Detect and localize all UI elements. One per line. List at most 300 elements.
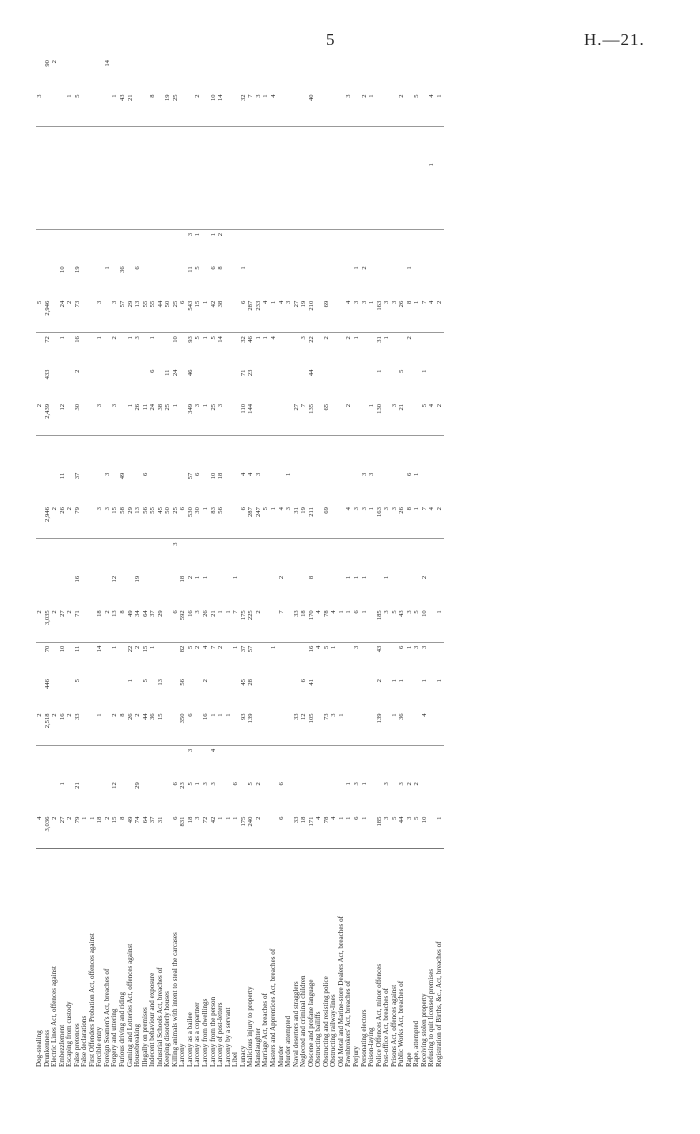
table-cell bbox=[89, 745, 97, 779]
offence-name: Housebreaking bbox=[133, 1023, 142, 1067]
table-cell bbox=[96, 573, 104, 607]
table-cell bbox=[293, 332, 301, 366]
table-cell: 3 bbox=[413, 642, 421, 676]
table-cell bbox=[323, 195, 331, 229]
table-cell bbox=[338, 504, 346, 538]
row-values bbox=[376, 27, 384, 849]
table-cell bbox=[278, 676, 286, 710]
table-cell bbox=[44, 538, 52, 572]
table-cell: 185 bbox=[375, 610, 383, 621]
table-cell bbox=[353, 229, 361, 263]
table-cell bbox=[413, 710, 421, 744]
table-cell bbox=[315, 538, 323, 572]
table-cell bbox=[217, 538, 225, 572]
table-cell: 2 bbox=[51, 610, 59, 614]
table-cell bbox=[428, 332, 436, 366]
table-cell bbox=[270, 195, 278, 229]
table-cell bbox=[81, 504, 89, 538]
table-cell: 46 bbox=[247, 332, 255, 366]
table-cell: 8 bbox=[307, 575, 315, 580]
table-cell bbox=[293, 470, 301, 504]
table-cell: 2 bbox=[36, 713, 43, 717]
table-cell bbox=[361, 435, 369, 469]
table-cell bbox=[225, 401, 233, 435]
table-cell bbox=[157, 470, 165, 504]
table-cell: 2,439 bbox=[43, 403, 51, 419]
table-cell bbox=[210, 367, 218, 401]
table-cell bbox=[36, 160, 44, 194]
table-cell bbox=[436, 435, 444, 469]
table-cell: 24 bbox=[58, 300, 66, 308]
table-cell: 6 bbox=[239, 300, 247, 305]
table-cell bbox=[368, 57, 376, 91]
table-cell bbox=[104, 332, 112, 366]
table-cell bbox=[315, 745, 323, 779]
table-cell bbox=[308, 538, 316, 572]
table-cell: 1 bbox=[285, 472, 293, 476]
table-cell bbox=[225, 263, 233, 297]
table-cell: 1 bbox=[149, 332, 157, 366]
table-cell bbox=[391, 195, 399, 229]
table-cell bbox=[51, 470, 59, 504]
table-cell bbox=[368, 263, 376, 297]
table-cell bbox=[210, 676, 218, 710]
table-cell: 4 bbox=[262, 300, 270, 305]
table-cell: 74 bbox=[134, 816, 142, 824]
table-cell bbox=[134, 538, 142, 572]
table-cell bbox=[330, 538, 338, 572]
table-cell: 7 bbox=[210, 642, 218, 676]
row-values bbox=[308, 27, 316, 849]
table-cell: 6 bbox=[179, 507, 187, 511]
table-cell bbox=[413, 57, 421, 91]
table-cell: 1 bbox=[368, 300, 376, 305]
offence-name: Obscene and profane language bbox=[306, 979, 315, 1067]
table-cell bbox=[398, 538, 406, 572]
table-cell bbox=[232, 538, 240, 572]
table-cell bbox=[421, 435, 429, 469]
table-cell: 211 bbox=[307, 507, 315, 517]
offence-name: Dog-stealing bbox=[35, 1030, 43, 1067]
table-cell bbox=[149, 57, 157, 91]
table-cell bbox=[194, 710, 202, 744]
table-cell: 23 bbox=[179, 782, 187, 789]
table-cell: 27 bbox=[292, 300, 300, 308]
table-cell bbox=[262, 367, 270, 401]
table-cell bbox=[368, 573, 376, 607]
table-cell bbox=[51, 91, 59, 125]
table-cell: 4 bbox=[277, 300, 285, 305]
table-cell bbox=[338, 126, 346, 160]
table-row bbox=[383, 27, 391, 1067]
table-cell bbox=[59, 229, 67, 263]
table-cell: 30 bbox=[73, 403, 81, 411]
table-cell bbox=[353, 538, 361, 572]
table-cell bbox=[104, 298, 112, 332]
table-cell bbox=[285, 607, 293, 641]
table-cell bbox=[330, 298, 338, 332]
table-cell: 14 bbox=[217, 94, 225, 101]
table-cell bbox=[255, 263, 263, 297]
table-cell bbox=[428, 607, 436, 641]
table-cell: 71 bbox=[73, 610, 81, 617]
table-cell bbox=[293, 435, 301, 469]
table-cell bbox=[247, 57, 255, 91]
table-cell bbox=[428, 676, 436, 710]
table-cell bbox=[66, 435, 74, 469]
table-cell bbox=[285, 435, 293, 469]
table-cell bbox=[285, 745, 293, 779]
table-cell bbox=[142, 57, 150, 91]
table-cell bbox=[270, 126, 278, 160]
table-cell bbox=[44, 779, 52, 813]
table-cell: 3 bbox=[134, 332, 142, 366]
table-cell bbox=[74, 229, 82, 263]
table-cell bbox=[36, 470, 44, 504]
table-cell: 2 bbox=[66, 610, 74, 614]
table-cell: 2 bbox=[435, 507, 443, 511]
table-cell: 29 bbox=[134, 782, 142, 789]
table-cell bbox=[376, 160, 384, 194]
table-cell bbox=[308, 160, 316, 194]
table-cell bbox=[285, 91, 293, 125]
table-cell bbox=[119, 538, 127, 572]
table-cell: 3,035 bbox=[43, 610, 51, 626]
table-row bbox=[315, 27, 323, 1067]
table-cell bbox=[142, 573, 150, 607]
table-cell bbox=[436, 160, 444, 194]
table-cell bbox=[315, 401, 323, 435]
table-cell: 3 bbox=[368, 472, 376, 476]
table-cell bbox=[436, 57, 444, 91]
table-cell bbox=[406, 401, 414, 435]
table-cell bbox=[247, 126, 255, 160]
table-cell: 1 bbox=[262, 94, 270, 98]
table-cell bbox=[361, 642, 369, 676]
table-cell: 240 bbox=[247, 816, 255, 827]
table-cell bbox=[157, 779, 165, 813]
table-cell bbox=[308, 126, 316, 160]
table-cell bbox=[345, 470, 353, 504]
table-cell bbox=[383, 229, 391, 263]
offence-name: Embezzlement bbox=[57, 1024, 66, 1067]
table-cell bbox=[270, 367, 278, 401]
table-cell: 40 bbox=[307, 94, 315, 101]
table-cell: 2 bbox=[345, 403, 353, 408]
table-cell bbox=[172, 642, 180, 676]
table-cell bbox=[89, 229, 97, 263]
table-cell bbox=[255, 160, 263, 194]
table-cell bbox=[383, 126, 391, 160]
table-cell: 37 bbox=[149, 816, 157, 824]
table-cell bbox=[376, 263, 384, 297]
table-cell bbox=[383, 642, 391, 676]
table-cell: 1 bbox=[360, 610, 368, 614]
table-cell bbox=[104, 195, 112, 229]
table-cell bbox=[164, 710, 172, 744]
table-cell: 3 bbox=[111, 403, 119, 408]
table-cell bbox=[361, 332, 369, 366]
table-cell bbox=[368, 229, 376, 263]
row-values bbox=[285, 27, 293, 849]
table-cell bbox=[421, 745, 429, 779]
table-cell bbox=[428, 710, 436, 744]
table-cell bbox=[270, 435, 278, 469]
table-cell bbox=[202, 57, 210, 91]
table-cell: 3 bbox=[111, 300, 119, 305]
table-cell bbox=[383, 710, 391, 744]
table-cell: 1 bbox=[217, 610, 225, 614]
table-cell bbox=[376, 57, 384, 91]
table-row bbox=[59, 27, 67, 1067]
table-cell: 3 bbox=[383, 507, 391, 511]
table-cell bbox=[285, 573, 293, 607]
table-cell: 18 bbox=[179, 575, 187, 583]
table-cell bbox=[240, 126, 248, 160]
table-cell bbox=[104, 573, 112, 607]
table-cell bbox=[293, 229, 301, 263]
table-row bbox=[66, 27, 74, 1067]
table-cell bbox=[315, 676, 323, 710]
table-cell bbox=[157, 573, 165, 607]
table-cell: 2 bbox=[66, 507, 74, 511]
table-cell: 25 bbox=[171, 300, 179, 308]
table-row bbox=[285, 27, 293, 1067]
table-cell bbox=[202, 538, 210, 572]
table-cell bbox=[89, 607, 97, 641]
table-cell bbox=[330, 263, 338, 297]
table-cell: 2 bbox=[254, 816, 262, 820]
table-cell bbox=[270, 676, 278, 710]
table-cell bbox=[104, 229, 112, 263]
table-cell bbox=[232, 195, 240, 229]
offence-name: Larceny from the person bbox=[208, 996, 217, 1067]
table-cell: 3 bbox=[285, 300, 293, 305]
table-cell bbox=[391, 91, 399, 125]
table-cell bbox=[194, 160, 202, 194]
table-cell bbox=[202, 470, 210, 504]
table-cell bbox=[104, 367, 112, 401]
table-cell: 6 bbox=[352, 816, 360, 820]
table-cell: 1 bbox=[383, 575, 391, 580]
table-cell bbox=[111, 195, 119, 229]
table-cell bbox=[293, 745, 301, 779]
table-cell: 4 bbox=[270, 332, 278, 366]
table-cell bbox=[247, 538, 255, 572]
table-cell bbox=[225, 91, 233, 125]
table-cell bbox=[179, 538, 187, 572]
table-cell bbox=[89, 367, 97, 401]
table-cell bbox=[345, 710, 353, 744]
table-cell bbox=[225, 504, 233, 538]
table-cell bbox=[368, 676, 376, 710]
table-cell: 21 bbox=[209, 610, 217, 617]
table-cell: 28 bbox=[247, 679, 255, 686]
table-cell bbox=[232, 298, 240, 332]
table-cell bbox=[172, 745, 180, 779]
table-cell: 69 bbox=[322, 507, 330, 514]
table-cell bbox=[255, 126, 263, 160]
table-cell bbox=[323, 676, 331, 710]
table-cell bbox=[330, 401, 338, 435]
table-cell: 31 bbox=[156, 816, 164, 824]
table-cell bbox=[89, 676, 97, 710]
table-cell: 2 bbox=[406, 332, 414, 366]
table-cell: 13 bbox=[134, 507, 142, 514]
table-cell bbox=[353, 160, 361, 194]
table-cell bbox=[66, 160, 74, 194]
table-cell: 90 bbox=[43, 60, 51, 67]
table-row bbox=[255, 27, 263, 1067]
offence-name: Indecent behaviour and exposure bbox=[148, 972, 157, 1067]
table-cell: 4 bbox=[36, 816, 43, 820]
table-cell: 3 bbox=[405, 816, 413, 820]
table-cell: 18 bbox=[300, 610, 308, 617]
table-cell bbox=[225, 195, 233, 229]
table-cell bbox=[255, 229, 263, 263]
table-cell bbox=[436, 710, 444, 744]
table-cell: 5 bbox=[247, 782, 255, 786]
row-values bbox=[187, 27, 195, 849]
table-cell bbox=[51, 229, 59, 263]
table-cell: 18 bbox=[96, 816, 104, 824]
table-cell bbox=[232, 435, 240, 469]
table-cell: 5 bbox=[413, 610, 421, 614]
table-cell bbox=[262, 160, 270, 194]
table-cell: 4 bbox=[428, 403, 436, 408]
table-cell bbox=[232, 401, 240, 435]
table-cell: 18 bbox=[96, 610, 104, 617]
table-cell: 175 bbox=[239, 610, 247, 621]
table-cell bbox=[262, 126, 270, 160]
table-cell bbox=[96, 57, 104, 91]
table-cell bbox=[300, 573, 308, 607]
table-cell bbox=[89, 470, 97, 504]
table-cell bbox=[74, 160, 82, 194]
table-cell bbox=[338, 779, 346, 813]
table-cell bbox=[96, 126, 104, 160]
table-cell bbox=[104, 160, 112, 194]
table-row bbox=[428, 27, 436, 1067]
table-cell bbox=[436, 745, 444, 779]
table-cell: 5 bbox=[323, 642, 331, 676]
table-cell bbox=[368, 745, 376, 779]
table-cell: 16 bbox=[202, 713, 210, 721]
table-cell: 433 bbox=[43, 369, 51, 380]
table-cell: 65 bbox=[322, 403, 330, 411]
table-cell: 70 bbox=[44, 642, 52, 676]
table-cell: 3 bbox=[103, 507, 111, 511]
table-cell: 5 bbox=[420, 403, 428, 408]
table-cell: 831 bbox=[179, 816, 187, 827]
table-cell bbox=[119, 676, 127, 710]
table-cell bbox=[157, 229, 165, 263]
table-cell: 3 bbox=[96, 507, 104, 511]
table-cell bbox=[406, 367, 414, 401]
table-cell bbox=[59, 538, 67, 572]
table-cell bbox=[172, 160, 180, 194]
table-row bbox=[149, 27, 157, 1067]
table-cell bbox=[376, 126, 384, 160]
table-cell bbox=[278, 745, 286, 779]
table-cell bbox=[383, 676, 391, 710]
table-cell bbox=[368, 126, 376, 160]
table-cell: 38 bbox=[156, 403, 164, 411]
table-cell: 2 bbox=[194, 642, 202, 676]
table-cell: 5 bbox=[73, 679, 81, 683]
row-values bbox=[217, 27, 225, 849]
table-cell bbox=[278, 263, 286, 297]
table-cell bbox=[315, 504, 323, 538]
table-cell bbox=[217, 195, 225, 229]
table-cell: 1 bbox=[224, 816, 232, 820]
row-values bbox=[436, 27, 444, 849]
table-cell bbox=[119, 642, 127, 676]
table-cell: 233 bbox=[254, 300, 262, 311]
table-cell bbox=[436, 642, 444, 676]
table-cell bbox=[270, 401, 278, 435]
table-cell: 72 bbox=[202, 816, 210, 824]
table-cell bbox=[36, 435, 44, 469]
table-cell: 10 bbox=[420, 816, 428, 824]
table-cell bbox=[119, 745, 127, 779]
offence-name: Escaping from custody bbox=[65, 1001, 74, 1067]
table-cell bbox=[81, 470, 89, 504]
table-cell bbox=[293, 573, 301, 607]
table-cell: 44 bbox=[398, 816, 406, 824]
table-cell bbox=[315, 710, 323, 744]
table-cell bbox=[225, 332, 233, 366]
offence-name: Marriage Act, breaches of bbox=[261, 993, 270, 1067]
table-cell bbox=[74, 435, 82, 469]
table-cell bbox=[421, 779, 429, 813]
table-cell bbox=[240, 57, 248, 91]
table-cell bbox=[270, 745, 278, 779]
table-cell: 5 bbox=[141, 679, 149, 683]
table-cell bbox=[315, 332, 323, 366]
table-cell: 1 bbox=[337, 713, 345, 717]
table-cell bbox=[66, 229, 74, 263]
table-cell bbox=[285, 401, 293, 435]
table-cell: 1 bbox=[413, 472, 421, 476]
table-cell bbox=[323, 229, 331, 263]
table-cell bbox=[194, 676, 202, 710]
table-cell bbox=[428, 263, 436, 297]
table-cell bbox=[293, 91, 301, 125]
table-cell bbox=[89, 504, 97, 538]
table-cell: 1 bbox=[337, 816, 345, 820]
table-cell bbox=[391, 642, 399, 676]
table-row bbox=[413, 27, 421, 1067]
offence-name: Old Metal and Marine-store Dealers Act, breaches of bbox=[336, 915, 345, 1067]
table-row bbox=[361, 27, 369, 1067]
table-cell bbox=[164, 779, 172, 813]
table-cell bbox=[240, 779, 248, 813]
row-values bbox=[338, 27, 346, 849]
table-cell bbox=[96, 91, 104, 125]
table-cell: 19 bbox=[300, 300, 308, 308]
table-cell bbox=[262, 229, 270, 263]
row-values bbox=[81, 27, 89, 849]
table-cell bbox=[59, 195, 67, 229]
table-cell bbox=[149, 470, 157, 504]
table-cell: 2 bbox=[36, 403, 43, 408]
table-cell bbox=[89, 126, 97, 160]
table-cell bbox=[406, 160, 414, 194]
table-cell bbox=[66, 642, 74, 676]
table-cell: 3 bbox=[421, 642, 429, 676]
table-cell: 3 bbox=[360, 507, 368, 511]
